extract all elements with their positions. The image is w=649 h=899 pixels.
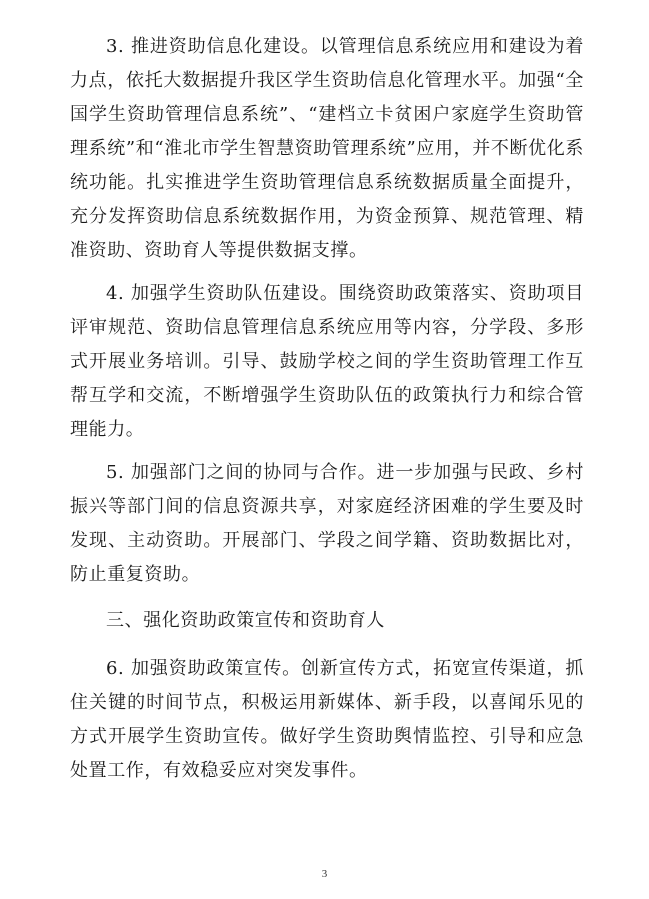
paragraph-4: 4. 加强学生资助队伍建设。围绕资助政策落实、资助项目评审规范、资助信息管理信息系统应用等内容，分学段、多形式开展业务培训。引导、鼓励学校之间的学生资助管理工作互帮互学和交流，不断增强学生资助队伍的政策执行力和综合管理能力。 <box>70 283 584 440</box>
paragraph-3: 3. 推进资助信息化建设。以管理信息系统应用和建设为着力点，依托大数据提升我区学生资助信息化管理水平。加强“全国学生资助管理信息系统”、“建档立卡贫困户家庭学生资助管理系统”和“淮北市学生智慧资助管理系统”应用，并不断优化系统功能。扎实推进学生资助管理信息系统数据质量全面提升，充分发挥资助信息系统数据作用，为资金预算、规范管理、精准资助、资助育人等提供数据支撑。 <box>70 36 584 261</box>
paragraph-5: 5. 加强部门之间的协同与合作。进一步加强与民政、乡村振兴等部门间的信息资源共享，对家庭经济困难的学生要及时发现、主动资助。开展部门、学段之间学籍、资助数据比对，防止重复资助。 <box>70 462 584 585</box>
document-body <box>70 30 584 797</box>
page-number: 3 <box>321 868 328 880</box>
paragraph-6: 6. 加强资助政策宣传。创新宣传方式，拓宽宣传渠道，抓住关键的时间节点，积极运用新媒体、新手段，以喜闻乐见的方式开展学生资助宣传。做好学生资助舆情监控、引导和应急处置工作，有效稳妥应对突发事件。 <box>70 658 584 781</box>
section-heading: 三、强化资助政策宣传和资助育人 <box>106 610 385 631</box>
